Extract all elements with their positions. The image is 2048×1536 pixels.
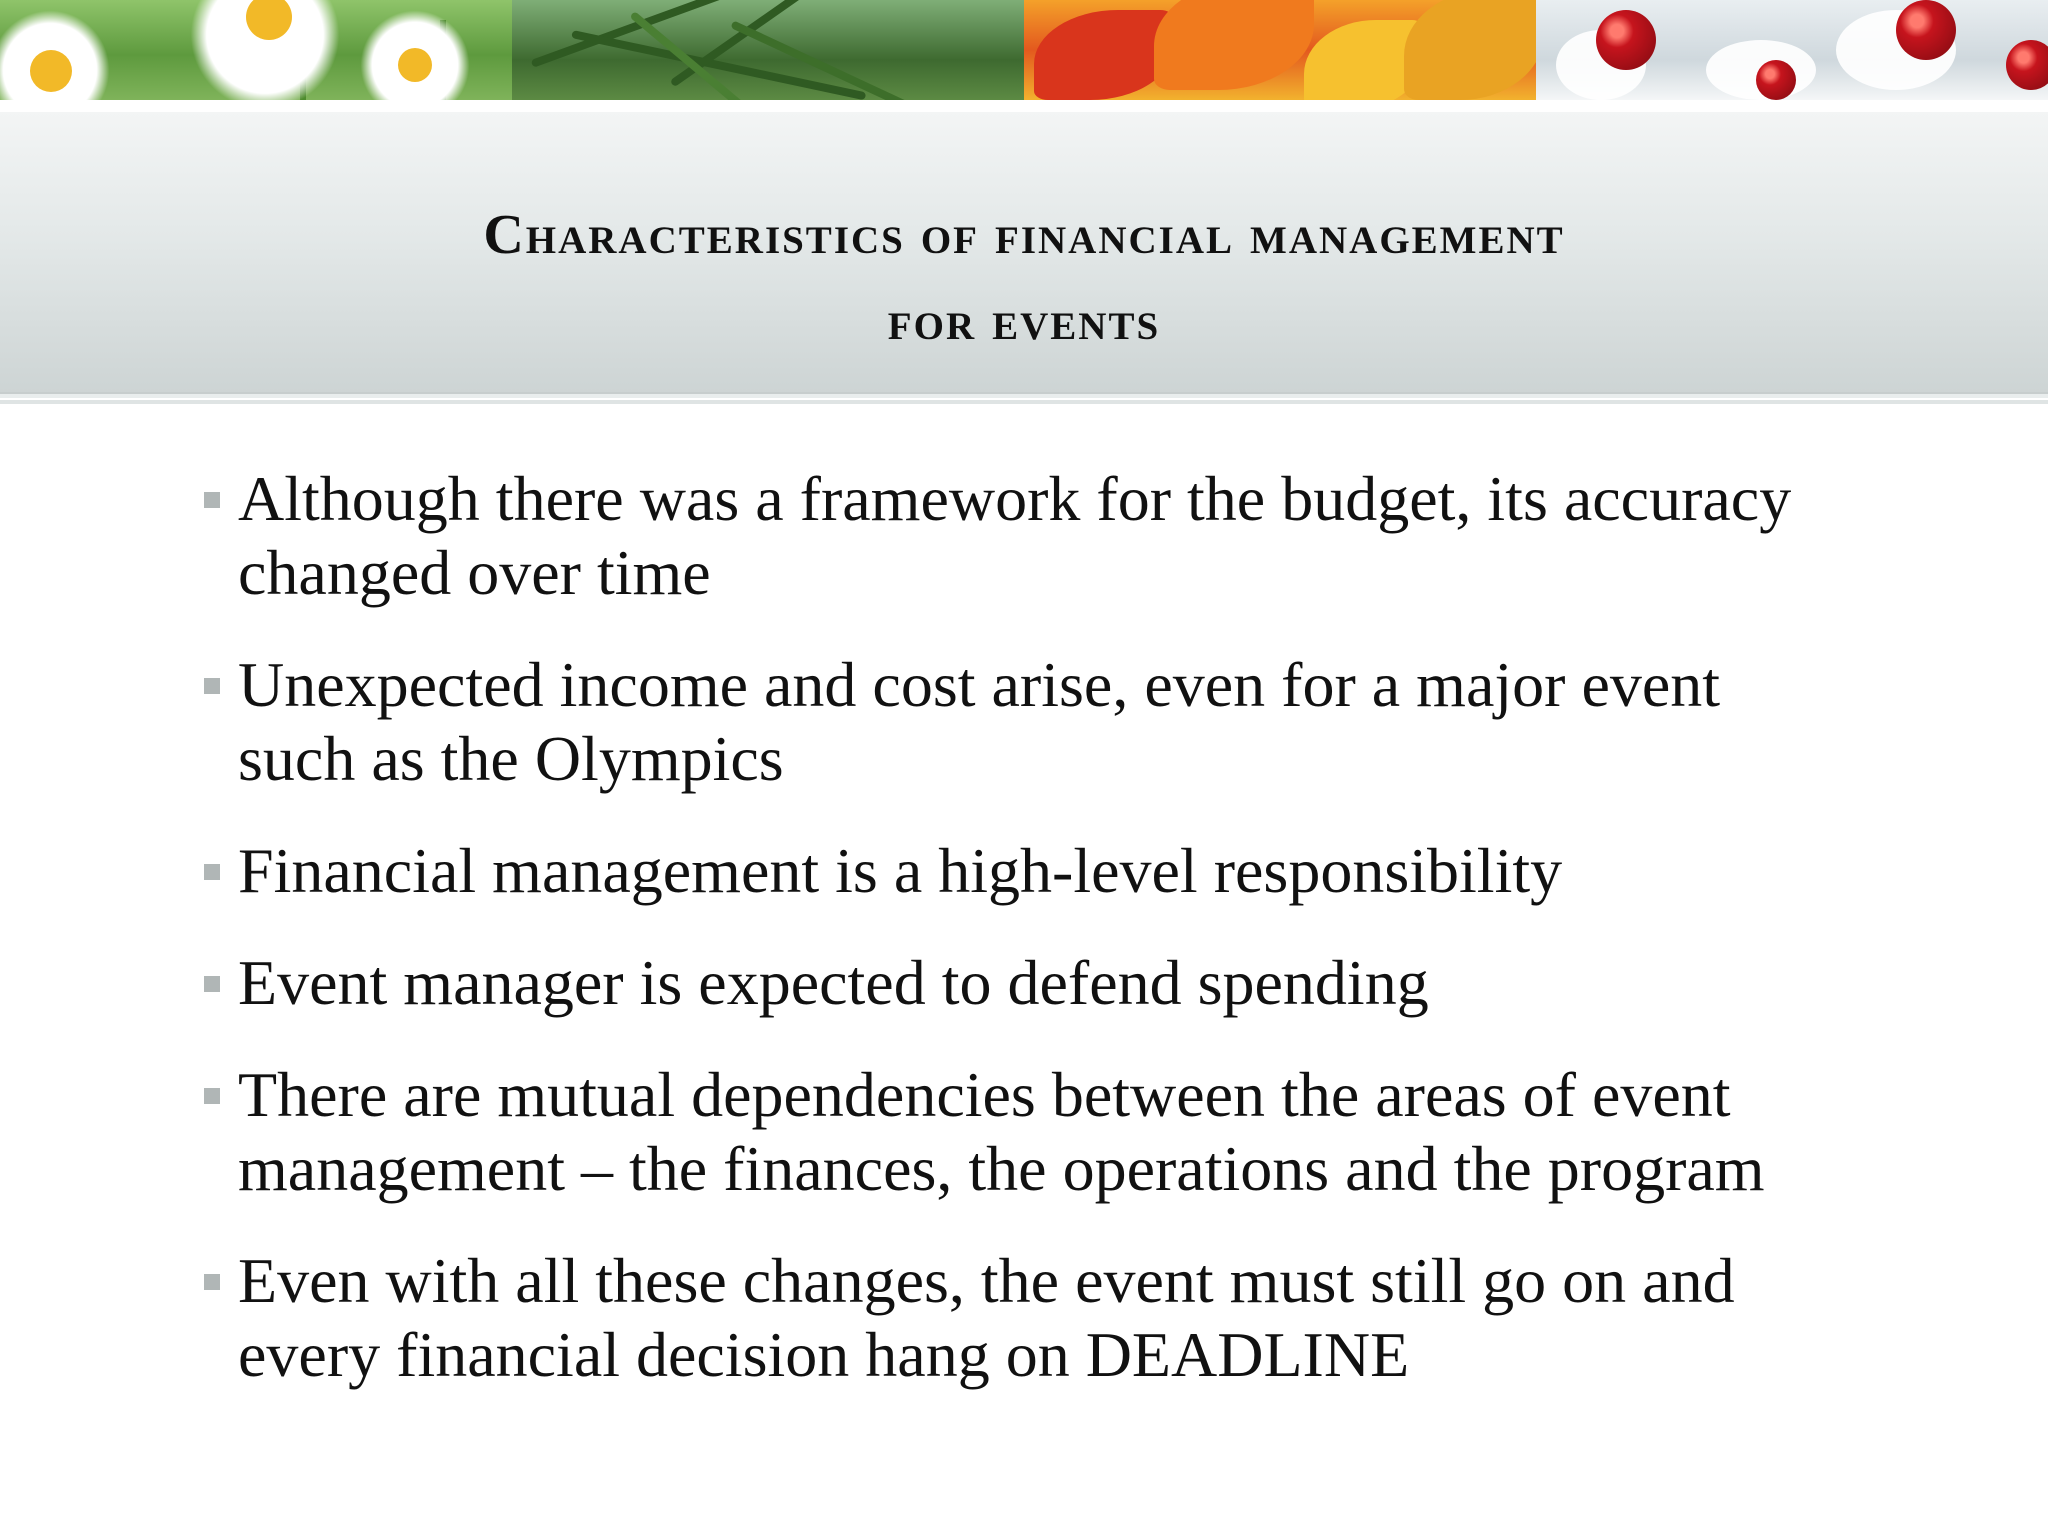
square-bullet-icon bbox=[204, 976, 220, 992]
title-band bbox=[0, 108, 2048, 394]
autumn-leaves-image bbox=[1024, 0, 1536, 100]
bullet-text: Unexpected income and cost arise, even for a major event such as the Olympics bbox=[238, 649, 1721, 794]
bullet-text: Even with all these changes, the event must still go on and every financial decision hang on DEADLINE bbox=[238, 1245, 1735, 1390]
square-bullet-icon bbox=[204, 1088, 220, 1104]
spring-daisies-image bbox=[0, 0, 512, 100]
summer-palm-image bbox=[512, 0, 1024, 100]
seasonal-banner bbox=[0, 0, 2048, 100]
bullet-item bbox=[200, 946, 1840, 1020]
bullet-text: Financial management is a high-level responsibility bbox=[238, 835, 1563, 906]
slide-title-line2: for events bbox=[887, 290, 1161, 352]
square-bullet-icon bbox=[204, 1274, 220, 1290]
bullet-item bbox=[200, 648, 1840, 796]
bullet-item bbox=[200, 1058, 1840, 1206]
bullet-text: Although there was a framework for the budget, its accuracy changed over time bbox=[238, 463, 1792, 608]
slide-title bbox=[0, 192, 2048, 364]
bullet-list bbox=[200, 462, 1840, 1430]
square-bullet-icon bbox=[204, 492, 220, 508]
bullet-item bbox=[200, 834, 1840, 908]
slide-title-line1: Characteristics of financial management bbox=[483, 204, 1565, 266]
square-bullet-icon bbox=[204, 864, 220, 880]
bullet-text: There are mutual dependencies between the areas of event management – the finances, the operations and the program bbox=[238, 1059, 1765, 1204]
square-bullet-icon bbox=[204, 678, 220, 694]
bullet-item bbox=[200, 462, 1840, 610]
bullet-item bbox=[200, 1244, 1840, 1392]
winter-berries-image bbox=[1536, 0, 2048, 100]
bullet-text: Event manager is expected to defend spending bbox=[238, 947, 1429, 1018]
